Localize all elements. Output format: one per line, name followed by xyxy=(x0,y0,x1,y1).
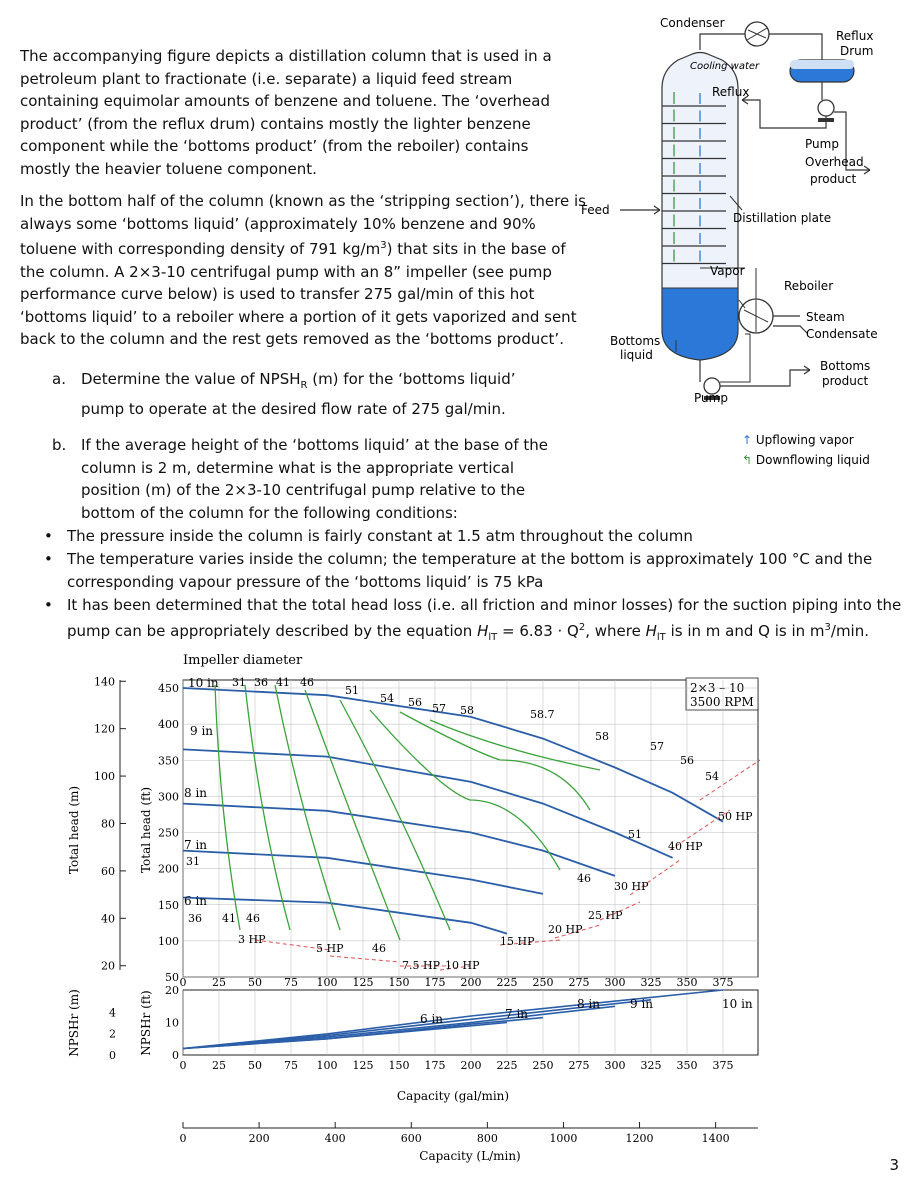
head-plot-frame xyxy=(183,680,758,977)
x-tick-label: 25 xyxy=(212,976,226,989)
y-axis-label-m: Total head (m) xyxy=(67,785,81,875)
efficiency-label: 54 xyxy=(380,692,394,705)
intro-paragraph-2: In the bottom half of the column (known as the ‘stripping section’), there is always some ‘bottoms liquid’ (approximately 10% benzene and 90% toluene with corresponding density of 791 $kg/m^3$) that sits in the base of the column. A 2×3-10 centrifugal pump with an 8” impeller (see pump performance curve below) is used to transfer 275 gal/min of this hot ‘bottoms liquid’ to a reboiler where a portion of it gets vaporized and sent back to the column and the rest gets removed as the ‘bottoms product’. xyxy=(20,192,586,348)
npsh-x-tick-label: 25 xyxy=(212,1059,226,1072)
efficiency-label: 58 xyxy=(595,730,609,743)
efficiency-label: 31 xyxy=(232,676,246,689)
y-tick-label-ft: 350 xyxy=(158,754,179,768)
x-tick-label: 350 xyxy=(676,976,698,989)
x-tick-label: 0 xyxy=(179,976,187,989)
power-label: 40 HP xyxy=(668,840,703,853)
efficiency-label: 36 xyxy=(254,676,268,689)
lmin-tick-label: 1200 xyxy=(625,1132,654,1145)
x-tick-label: 100 xyxy=(316,976,338,989)
efficiency-curve xyxy=(400,712,590,810)
npsh-x-tick-label: 325 xyxy=(640,1059,662,1072)
y-tick-label-m: 100 xyxy=(94,770,115,784)
legend-liquid: ↰ Downflowing liquid xyxy=(742,453,870,467)
bullet-pressure: • The pressure inside the column is fairly constant at 1.5 atm throughout the column xyxy=(44,525,904,548)
y-tick-label-m: 120 xyxy=(94,722,115,736)
chart-title-line2: 3500 RPM xyxy=(690,695,754,709)
y-tick-label-ft: 50 xyxy=(165,971,179,984)
lmin-tick-label: 1400 xyxy=(701,1132,730,1145)
power-label: 25 HP xyxy=(588,909,623,922)
x-tick-label: 375 xyxy=(712,976,734,989)
efficiency-label: 58.7 xyxy=(530,708,555,721)
lmin-tick-label: 600 xyxy=(400,1132,422,1145)
x-axis-label-gal: Capacity (gal/min) xyxy=(396,1089,510,1103)
x-tick-label: 150 xyxy=(388,976,410,989)
label-feed: Feed xyxy=(581,203,610,217)
impeller-curve-10-in xyxy=(183,688,723,822)
label-pump-top: Pump xyxy=(805,137,839,151)
npsh-x-tick-label: 50 xyxy=(248,1059,262,1072)
bullet-temperature: • The temperature varies inside the column; the temperature at the bottom is approximately 100 °C and the corresponding vapour pressure of the ‘bottoms liquid’ is 75 kPa xyxy=(44,550,873,591)
efficiency-label: 56 xyxy=(408,696,422,709)
npsh-x-tick-label: 125 xyxy=(352,1059,374,1072)
impeller-label: 6 in xyxy=(184,894,208,908)
bullet-dot: • xyxy=(44,596,53,614)
power-label: 7.5 HP xyxy=(402,959,440,972)
y-tick-label-m: 40 xyxy=(101,912,115,926)
y-tick-label-ft: 400 xyxy=(158,718,179,732)
x-tick-label: 325 xyxy=(640,976,662,989)
efficiency-label: 41 xyxy=(276,676,290,689)
power-label: 10 HP xyxy=(445,959,480,972)
x-tick-label: 250 xyxy=(532,976,554,989)
label-condensate: Condensate xyxy=(806,327,878,341)
efficiency-label: 46 xyxy=(246,912,260,925)
npsh-x-tick-label: 150 xyxy=(388,1059,410,1072)
x-axis-label-lmin: Capacity (L/min) xyxy=(419,1149,521,1163)
npsh-y-tick-label-m: 2 xyxy=(109,1027,116,1041)
bullet-dot: • xyxy=(44,550,53,568)
y-axis-label-ft: Total head (ft) xyxy=(139,786,153,874)
impeller-label: 10 in xyxy=(188,676,219,690)
impeller-label: 9 in xyxy=(190,724,214,738)
npsh-curve-label: 7 in xyxy=(505,1007,529,1021)
question-b-label: b. xyxy=(52,436,67,454)
legend-vapor: ↑ Upflowing vapor xyxy=(742,433,854,447)
x-tick-label: 300 xyxy=(604,976,626,989)
reflux-line xyxy=(742,100,826,128)
y-tick-label-ft: 200 xyxy=(158,862,179,876)
chart-title-line1: 2×3 – 10 xyxy=(690,681,745,695)
npsh-y-tick-label-m: 4 xyxy=(109,1006,116,1020)
page-number: 3 xyxy=(889,1156,899,1174)
npsh-y-tick-label-ft: 10 xyxy=(165,1016,179,1030)
y-tick-label-m: 140 xyxy=(94,675,115,689)
efficiency-label: 46 xyxy=(300,676,314,689)
npsh-x-tick-label: 225 xyxy=(496,1059,518,1072)
npsh-x-tick-label: 0 xyxy=(179,1059,187,1072)
power-label: 50 HP xyxy=(718,810,753,823)
y-tick-label-ft: 250 xyxy=(158,826,179,840)
x-tick-label: 225 xyxy=(496,976,518,989)
efficiency-label: 51 xyxy=(345,684,359,697)
npsh-x-tick-label: 375 xyxy=(712,1059,734,1072)
efficiency-label: 51 xyxy=(628,828,642,841)
bottoms-liquid-pool xyxy=(662,288,738,360)
label-overhead-1: Overhead xyxy=(805,155,864,169)
efficiency-label: 31 xyxy=(186,855,200,868)
npsh-x-tick-label: 75 xyxy=(284,1059,298,1072)
bullet-dot: • xyxy=(44,527,53,545)
label-reflux-drum-1: Reflux xyxy=(836,29,874,43)
label-reflux-drum-2: Drum xyxy=(840,44,874,58)
label-distillation-plate: Distillation plate xyxy=(733,211,832,225)
npsh-x-tick-label: 300 xyxy=(604,1059,626,1072)
y-tick-label-m: 80 xyxy=(101,817,115,831)
x-tick-label: 75 xyxy=(284,976,298,989)
label-bottoms-product-1: Bottoms xyxy=(820,359,871,373)
distillation-diagram xyxy=(0,0,919,520)
question-a-label: a. xyxy=(52,370,66,388)
lmin-tick-label: 800 xyxy=(476,1132,498,1145)
y-tick-label-ft: 150 xyxy=(158,898,179,912)
npsh-curve-label: 9 in xyxy=(630,997,654,1011)
label-steam: Steam xyxy=(806,310,845,324)
lmin-tick-label: 1000 xyxy=(549,1132,578,1145)
efficiency-label: 41 xyxy=(222,912,236,925)
question-b-text: If the average height of the ‘bottoms liquid’ at the base of the column is 2 m, determine what is the appropriate vertical position (m) of the 2×3-10 centrifugal pump relative to the bottom of the column for the following conditions: xyxy=(81,436,549,522)
intro-paragraph-1: The accompanying figure depicts a distillation column that is used in a petroleum plant to fractionate (i.e. separate) a liquid feed stream containing equimolar amounts of benzene and toluene. The ‘overhead product’ (from the reflux drum) contains mostly the lighter benzene component while the ‘bottoms product’ (from the reboiler) contains mostly the heavier toluene component. xyxy=(20,47,552,178)
power-label: 15 HP xyxy=(500,935,535,948)
label-vapor: Vapor xyxy=(710,264,745,278)
impeller-diameter-label: Impeller diameter xyxy=(183,653,303,668)
power-label: 20 HP xyxy=(548,923,583,936)
label-bottoms-liquid-2: liquid xyxy=(620,348,653,362)
power-label: 3 HP xyxy=(238,933,266,946)
lmin-tick-label: 200 xyxy=(248,1132,270,1145)
pump-performance-chart xyxy=(0,640,919,1200)
npsh-x-tick-label: 200 xyxy=(460,1059,482,1072)
npsh-curve-label: 10 in xyxy=(722,997,753,1011)
npsh-y-label-ft: NPSHr (ft) xyxy=(139,990,153,1056)
efficiency-label: 57 xyxy=(650,740,664,753)
y-tick-label-ft: 100 xyxy=(158,934,179,948)
efficiency-label: 58 xyxy=(460,704,474,717)
overhead-pump-symbol xyxy=(818,100,834,116)
x-tick-label: 275 xyxy=(568,976,590,989)
power-label: 30 HP xyxy=(614,880,649,893)
impeller-label: 8 in xyxy=(184,786,208,800)
efficiency-label: 57 xyxy=(432,702,446,715)
x-tick-label: 175 xyxy=(424,976,446,989)
y-tick-label-ft: 450 xyxy=(158,682,179,695)
efficiency-label: 46 xyxy=(372,942,386,955)
power-label: 5 HP xyxy=(316,942,344,955)
npsh-x-tick-label: 100 xyxy=(316,1059,338,1072)
npsh-curve-label: 6 in xyxy=(420,1012,444,1026)
efficiency-label: 54 xyxy=(705,770,719,783)
y-tick-label-ft: 300 xyxy=(158,790,179,804)
label-bottoms-product-2: product xyxy=(822,374,869,388)
label-reboiler: Reboiler xyxy=(784,279,834,293)
npsh-y-tick-label-m: 0 xyxy=(109,1049,116,1062)
npsh-x-tick-label: 175 xyxy=(424,1059,446,1072)
x-tick-label: 200 xyxy=(460,976,482,989)
npsh-y-label-m: NPSHr (m) xyxy=(67,989,81,1057)
condenser-outlet-line xyxy=(769,34,822,52)
impeller-curve-9-in xyxy=(183,749,673,857)
label-cooling-water: Cooling water xyxy=(690,61,760,72)
label-overhead-2: product xyxy=(810,172,857,186)
power-line xyxy=(330,956,400,962)
impeller-label: 7 in xyxy=(184,838,208,852)
y-tick-label-m: 20 xyxy=(101,959,115,973)
efficiency-curve xyxy=(430,720,600,770)
npsh-y-tick-label-ft: 0 xyxy=(172,1049,179,1062)
efficiency-label: 36 xyxy=(188,912,202,925)
vapor-line-top xyxy=(700,34,745,50)
npsh-x-tick-label: 350 xyxy=(676,1059,698,1072)
x-tick-label: 125 xyxy=(352,976,374,989)
lmin-tick-label: 400 xyxy=(324,1132,346,1145)
label-bottoms-liquid-1: Bottoms xyxy=(610,334,661,348)
label-pump-bottom: Pump xyxy=(694,391,728,405)
question-a-text: Determine the value of $NPSH_R$ (m) for the ‘bottoms liquid’ pump to operate at the desired flow rate of 275 gal/min. xyxy=(81,370,516,418)
efficiency-label: 46 xyxy=(577,872,591,885)
label-condenser: Condenser xyxy=(660,16,725,30)
lmin-tick-label: 0 xyxy=(179,1132,187,1145)
npsh-x-tick-label: 275 xyxy=(568,1059,590,1072)
npsh-x-tick-label: 250 xyxy=(532,1059,554,1072)
y-tick-label-m: 60 xyxy=(101,864,115,878)
x-tick-label: 50 xyxy=(248,976,262,989)
npsh-y-tick-label-ft: 20 xyxy=(165,984,179,997)
efficiency-label: 56 xyxy=(680,754,694,767)
bullet-head-loss: • It has been determined that the total head loss (i.e. all friction and minor losses) for the suction piping into the pump can be appropriately described by the equation $H_{lT} = 6.83 \cdot Q^2$, where $H_{lT}$ is in m and Q is in $m^3/\min$. xyxy=(44,596,902,643)
npsh-curve-label: 8 in xyxy=(577,997,601,1011)
label-reflux: Reflux xyxy=(712,85,750,99)
efficiency-curve xyxy=(275,685,340,930)
